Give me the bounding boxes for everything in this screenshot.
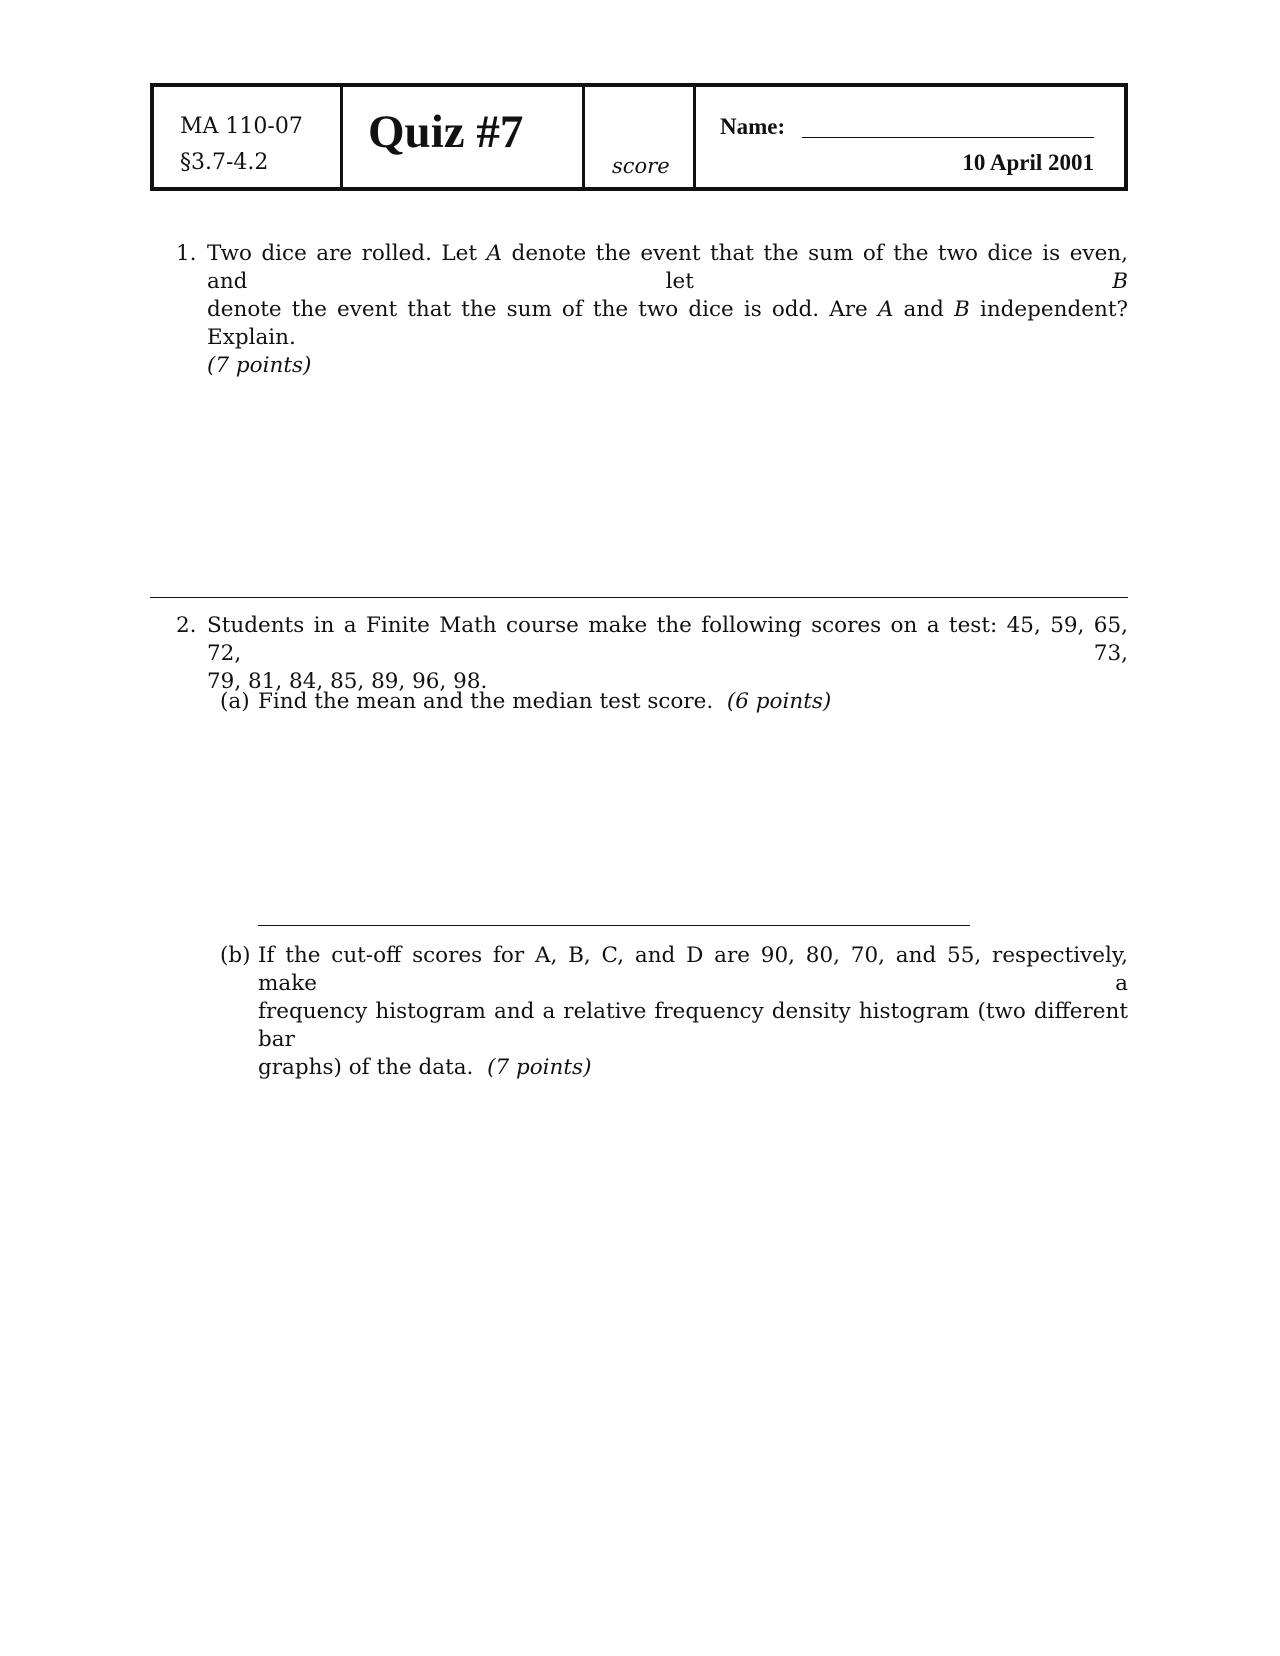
part-a-text: Find the mean and the median test score. [258, 689, 714, 714]
section-divider [150, 597, 1128, 598]
question-2-part-b [220, 942, 1128, 1082]
quiz-title: Quiz #7 [368, 106, 524, 158]
part-a-points: (6 points) [726, 689, 832, 714]
event-b-variable: B [954, 297, 970, 322]
part-b-line-3: graphs) of the data. (7 points) [258, 1055, 592, 1080]
question-1-line-2: denote the event that the sum of the two dice is odd. Are A and B independent? Explain. [207, 297, 1128, 350]
question-2-part-a [220, 688, 1128, 716]
question-2-body [207, 612, 1128, 696]
part-b-points: (7 points) [487, 1055, 592, 1080]
name-cell [693, 87, 1124, 187]
part-b-label: (b) [220, 943, 251, 968]
course-code: MA 110-07 [180, 114, 303, 139]
course-section: §3.7-4.2 [180, 150, 269, 175]
question-1-body [207, 240, 1128, 380]
part-a-body [258, 688, 1128, 716]
event-a-variable: A [486, 241, 503, 266]
score-label: score [612, 154, 670, 178]
question-1 [176, 240, 1128, 380]
score-cell [582, 87, 693, 187]
part-divider [258, 925, 970, 926]
quiz-date: 10 April 2001 [962, 150, 1094, 175]
question-2-line-1: Students in a Finite Math course make the following scores on a test: 45, 59, 65, 72, 73, [207, 613, 1128, 666]
question-1-number: 1. [176, 241, 197, 266]
question-1-line-1: Two dice are rolled. Let A denote the event that the sum of the two dice is even, and let B [207, 241, 1128, 294]
quiz-title-cell [340, 87, 582, 187]
question-2-line-2: 79, 81, 84, 85, 89, 96, 98. [207, 669, 488, 694]
event-b-variable: B [1112, 269, 1128, 294]
question-2 [176, 612, 1128, 696]
name-blank-line [802, 137, 1094, 138]
quiz-header-box [150, 83, 1128, 191]
question-1-points: (7 points) [207, 353, 312, 378]
course-cell [154, 87, 340, 187]
part-b-line-2: frequency histogram and a relative frequency density histogram (two different bar [258, 999, 1128, 1052]
part-a-label: (a) [220, 689, 250, 714]
event-a-variable: A [877, 297, 894, 322]
name-label: Name: [720, 114, 786, 139]
question-2-number: 2. [176, 613, 197, 638]
part-b-line-1: If the cut-off scores for A, B, C, and D are 90, 80, 70, and 55, respectively, make a [258, 943, 1128, 996]
part-b-body [258, 942, 1128, 1082]
